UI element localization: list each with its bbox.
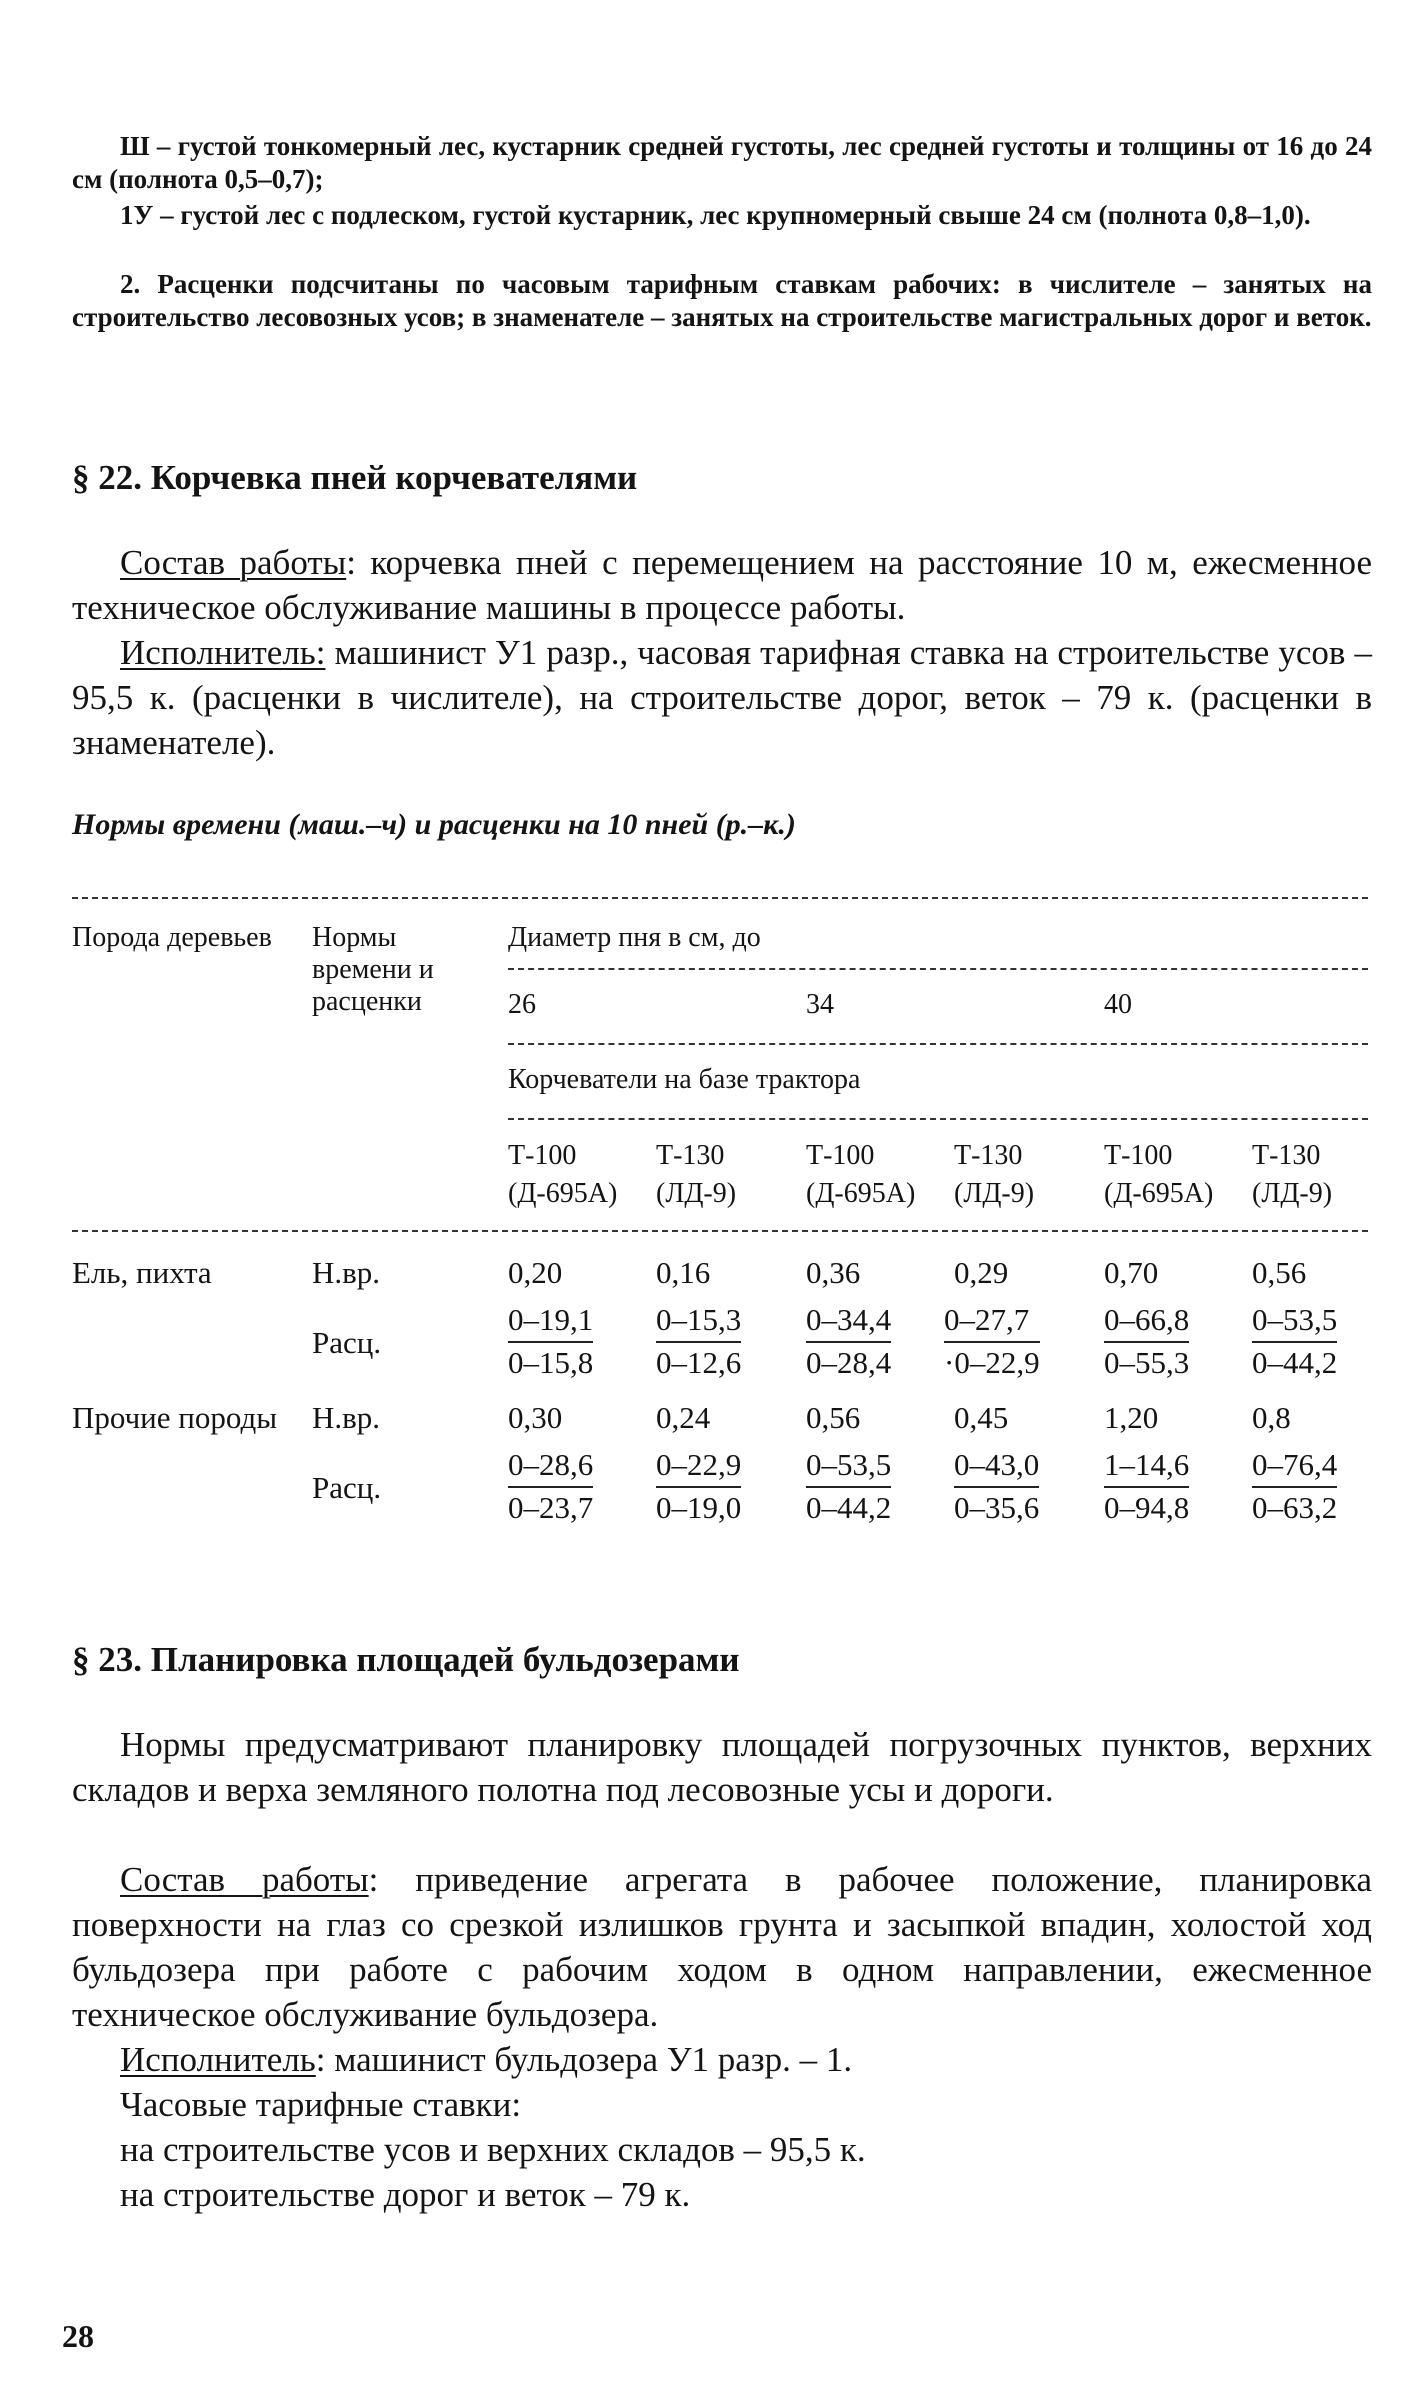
- rate-fraction: [1104, 1300, 1189, 1383]
- norm-value: 0,56: [1252, 1255, 1307, 1290]
- tractor-code-6: (ЛД-9): [1252, 1178, 1333, 1209]
- rate-fraction: [806, 1300, 891, 1383]
- section-23-composition: [72, 1857, 1372, 2037]
- header-species: Порода деревьев: [72, 922, 272, 953]
- rate-denominator: 0–19,0: [656, 1490, 742, 1525]
- section-23-title: § 23. Планировка площадей бульдозерами: [72, 1640, 740, 1679]
- diameter-rule: [508, 968, 1368, 970]
- rate-denominator: 0–63,2: [1252, 1490, 1338, 1525]
- norm-value: 0,56: [806, 1400, 861, 1435]
- tractor-code-5: (Д-695А): [1104, 1178, 1214, 1209]
- norm-value: 0,30: [508, 1400, 563, 1435]
- rate-denominator: 0–55,3: [1104, 1345, 1190, 1380]
- rate-numerator: 0–53,5: [1252, 1300, 1337, 1343]
- row-norm-label: Н.вр.: [312, 1400, 381, 1435]
- norm-value: 0,29: [954, 1255, 1009, 1290]
- rate-fraction: [1252, 1300, 1337, 1383]
- norm-value: 0,16: [656, 1255, 711, 1290]
- performer-label: Исполнитель: [120, 2040, 316, 2079]
- section-22-performer: [72, 630, 1372, 765]
- tractor-model-2: Т-130: [656, 1140, 725, 1171]
- rate-fraction: [1252, 1445, 1337, 1528]
- norm-value: 0,20: [508, 1255, 563, 1290]
- rate-fraction: [806, 1445, 891, 1528]
- rate-denominator: ·0–22,9: [944, 1345, 1040, 1380]
- diameter-26: 26: [508, 989, 536, 1020]
- rate-numerator: 0–34,4: [806, 1300, 891, 1343]
- rate-line-2: на строительстве дорог и веток – 79 к.: [120, 2175, 691, 2214]
- rate-denominator: 0–44,2: [1252, 1345, 1338, 1380]
- rate-numerator: 0–76,4: [1252, 1445, 1337, 1488]
- rate-denominator: 0–15,8: [508, 1345, 594, 1380]
- rate-fraction: [508, 1300, 593, 1383]
- row-species: Ель, пихта: [72, 1255, 212, 1290]
- note-category-3: Ш – густой тонкомерный лес, кустарник средней густоты, лес средней густоты и толщины от 16 до 24 см (полнота 0,5–0,7);: [72, 131, 1372, 194]
- rate-denominator: 0–44,2: [806, 1490, 892, 1525]
- performer-text: машинист У1 разр., часовая тарифная ставка на строительстве усов – 95,5 к. (расценки в числителе), на строительстве дорог, веток – 79 к. (расценки в знаменателе).: [72, 633, 1372, 762]
- table-top-rule: [72, 897, 1368, 899]
- diameter-values-rule: [508, 1043, 1368, 1045]
- section-23-performer: [72, 2037, 1372, 2082]
- rate-numerator: 0–19,1: [508, 1300, 593, 1343]
- rate-numerator: 0–43,0: [954, 1445, 1039, 1488]
- note-2: 2. Расценки подсчитаны по часовым тарифным ставкам рабочих: в числителе – занятых на строительство лесовозных усов; в знаменателе – занятых на строительстве магистральных дорог и веток.: [72, 269, 1372, 332]
- header-norms: Нормы времени и расценки: [312, 922, 434, 1017]
- rate-numerator: 0–27,7: [944, 1300, 1040, 1343]
- tractor-code-2: (ЛД-9): [656, 1178, 737, 1209]
- norm-value: 0,45: [954, 1400, 1009, 1435]
- tractor-model-3: Т-100: [806, 1140, 875, 1171]
- section-22-title: § 22. Корчевка пней корчевателями: [72, 458, 638, 497]
- rate-fraction: [1104, 1445, 1189, 1528]
- rate-numerator: 0–22,9: [656, 1445, 741, 1488]
- header-diameter: Диаметр пня в см, до: [508, 922, 761, 953]
- row-rate-label: Расц.: [312, 1470, 382, 1505]
- norm-value: 0,24: [656, 1400, 711, 1435]
- page-number: 28: [62, 2318, 94, 2354]
- rate-fraction: [954, 1445, 1039, 1528]
- base-rule: [508, 1118, 1368, 1120]
- table-caption: Нормы времени (маш.–ч) и расценки на 10 пней (р.–к.): [72, 808, 796, 841]
- performer-label: Исполнитель:: [120, 633, 326, 672]
- rate-fraction: [656, 1445, 741, 1528]
- rate-fraction: [656, 1300, 741, 1383]
- rate-numerator: 1–14,6: [1104, 1445, 1189, 1488]
- norm-value: 1,20: [1104, 1400, 1159, 1435]
- row-species: Прочие породы: [72, 1400, 278, 1435]
- rate-numerator: 0–15,3: [656, 1300, 741, 1343]
- tractor-model-1: Т-100: [508, 1140, 577, 1171]
- rate-numerator: 0–53,5: [806, 1445, 891, 1488]
- tractor-code-4: (ЛД-9): [954, 1178, 1035, 1209]
- tractor-code-3: (Д-695А): [806, 1178, 916, 1209]
- performer-text: : машинист бульдозера У1 разр. – 1.: [315, 2040, 853, 2079]
- rate-denominator: 0–94,8: [1104, 1490, 1190, 1525]
- tractor-model-5: Т-100: [1104, 1140, 1173, 1171]
- section-23-intro: Нормы предусматривают планировку площадей погрузочных пунктов, верхних складов и верха земляного полотна под лесовозные усы и дороги.: [72, 1725, 1372, 1809]
- rate-denominator: 0–23,7: [508, 1490, 594, 1525]
- rate-fraction: [508, 1445, 593, 1528]
- diameter-34: 34: [806, 989, 834, 1020]
- rate-numerator: 0–66,8: [1104, 1300, 1189, 1343]
- composition-text: : приведение агрегата в рабочее положение, планировка поверхности на глаз со срезкой излишков грунта и засыпкой впадин, холостой ход бульдозера при работе с рабочим ходом в одном направлении, ежесменное техническое обслуживание бульдозера.: [72, 1860, 1372, 2034]
- row-norm-label: Н.вр.: [312, 1255, 381, 1290]
- rate-denominator: 0–12,6: [656, 1345, 742, 1380]
- composition-label: Состав работы: [120, 543, 347, 582]
- rate-numerator: 0–28,6: [508, 1445, 593, 1488]
- row-rate-label: Расц.: [312, 1325, 382, 1360]
- tractor-model-4: Т-130: [954, 1140, 1023, 1171]
- rate-line-1: на строительстве усов и верхних складов – 95,5 к.: [120, 2130, 866, 2169]
- rate-denominator: 0–35,6: [954, 1490, 1040, 1525]
- section-22-composition: [72, 540, 1372, 630]
- note-category-4: 1У – густой лес с подлеском, густой кустарник, лес крупномерный свыше 24 см (полнота 0,8–1,0).: [120, 200, 1311, 230]
- norm-value: 0,70: [1104, 1255, 1159, 1290]
- rate-fraction: [944, 1300, 1040, 1383]
- header-bottom-rule: [72, 1230, 1368, 1232]
- norm-value: 0,8: [1252, 1400, 1291, 1435]
- tractor-model-6: Т-130: [1252, 1140, 1321, 1171]
- composition-text: : корчевка пней с перемещением на расстояние 10 м, ежесменное техническое обслуживание машины в процессе работы.: [72, 543, 1372, 627]
- header-base: Корчеватели на базе трактора: [508, 1064, 861, 1095]
- tractor-code-1: (Д-695А): [508, 1178, 618, 1209]
- diameter-40: 40: [1104, 989, 1132, 1020]
- rate-denominator: 0–28,4: [806, 1345, 892, 1380]
- rates-title: Часовые тарифные ставки:: [120, 2085, 522, 2124]
- norm-value: 0,36: [806, 1255, 861, 1290]
- composition-label: Состав работы: [120, 1860, 369, 1899]
